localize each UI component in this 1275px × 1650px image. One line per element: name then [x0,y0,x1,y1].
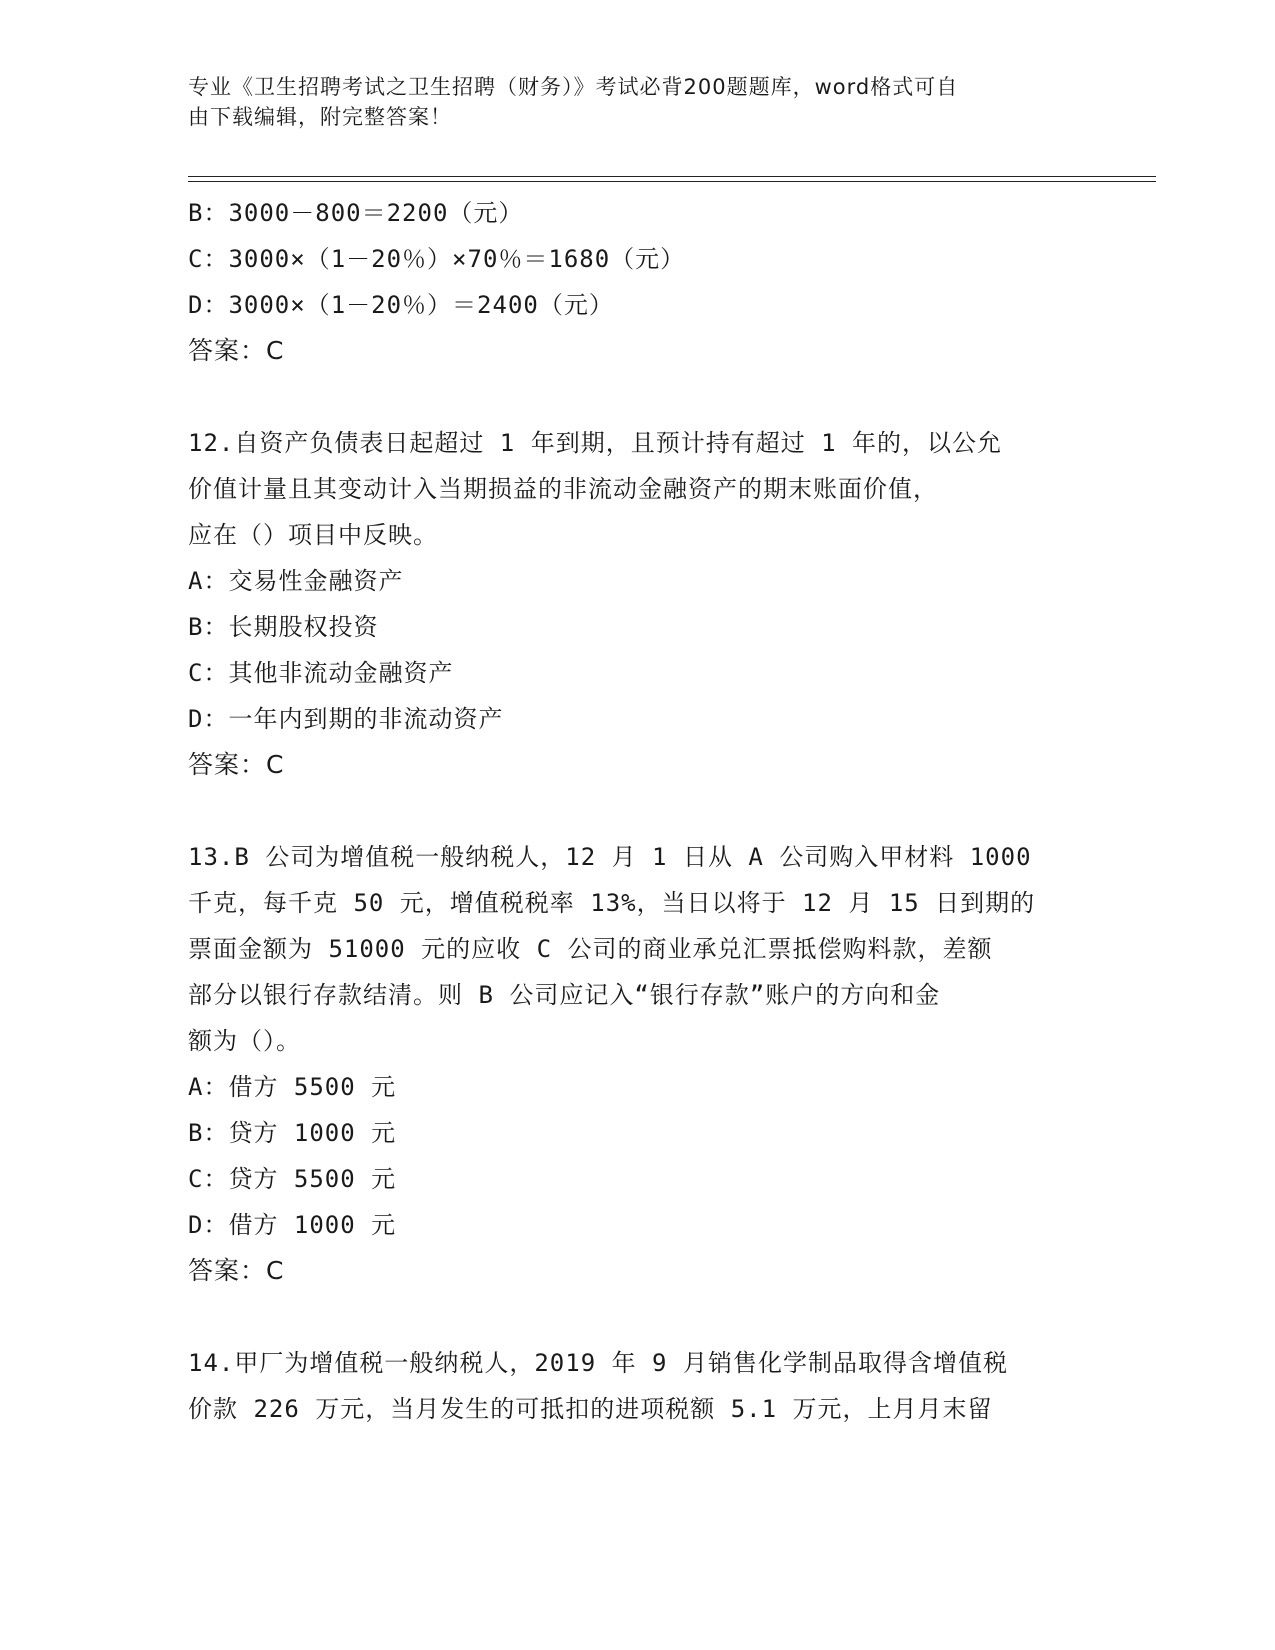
question-14 [188,1340,1088,1432]
header-divider-bottom [188,181,1156,182]
header-line-2: 由下载编辑，附完整答案！ [188,105,452,129]
question-text-line: 额为（）。 [188,1027,301,1055]
spacer [188,788,1088,834]
option-d: D：一年内到期的非流动资产 [188,705,504,733]
option-a: A：交易性金融资产 [188,567,404,595]
document-header [188,72,1068,132]
answer-label: 答案：C [188,750,285,779]
question-text-line: 千克，每千克 50 元，增值税税率 13%，当日以将于 12 月 15 日到期的 [188,889,1036,917]
question-text-line: 部分以银行存款结清。则 B 公司应记入“银行存款”账户的方向和金 [188,981,941,1009]
question-text-line: 14.甲厂为增值税一般纳税人，2019 年 9 月销售化学制品取得含增值税 [188,1349,1008,1377]
spacer [188,1294,1088,1340]
question-text-line: 应在（）项目中反映。 [188,521,438,549]
answer-label: 答案：C [188,1256,285,1285]
option-d: D：借方 1000 元 [188,1211,397,1239]
option-a: A：借方 5500 元 [188,1073,397,1101]
question-text-line: 价款 226 万元，当月发生的可抵扣的进项税额 5.1 万元，上月月末留 [188,1395,993,1423]
document-body [188,190,1088,1432]
option-b: B：3000－800＝2200（元） [188,199,524,227]
question-text-line: 票面金额为 51000 元的应收 C 公司的商业承兑汇票抵偿购料款，差额 [188,935,993,963]
spacer [188,374,1088,420]
option-c: C：3000×（1－20％）×70％＝1680（元） [188,245,686,273]
question-11-tail [188,190,1088,374]
question-text-line: 13.B 公司为增值税一般纳税人，12 月 1 日从 A 公司购入甲材料 1000 [188,843,1032,871]
option-d: D：3000×（1－20％）＝2400（元） [188,291,614,319]
option-b: B：长期股权投资 [188,613,379,641]
answer-label: 答案：C [188,336,285,365]
header-line-1: 专业《卫生招聘考试之卫生招聘（财务）》考试必背200题题库，word格式可自 [188,75,959,99]
question-12 [188,420,1088,788]
option-b: B：贷方 1000 元 [188,1119,397,1147]
question-text-line: 12.自资产负债表日起超过 1 年到期，且预计持有超过 1 年的，以公允 [188,429,1003,457]
question-13 [188,834,1088,1294]
header-divider-top [188,176,1156,177]
question-text-line: 价值计量且其变动计入当期损益的非流动金融资产的期末账面价值， [188,475,938,503]
option-c: C：贷方 5500 元 [188,1165,397,1193]
option-c: C：其他非流动金融资产 [188,659,454,687]
